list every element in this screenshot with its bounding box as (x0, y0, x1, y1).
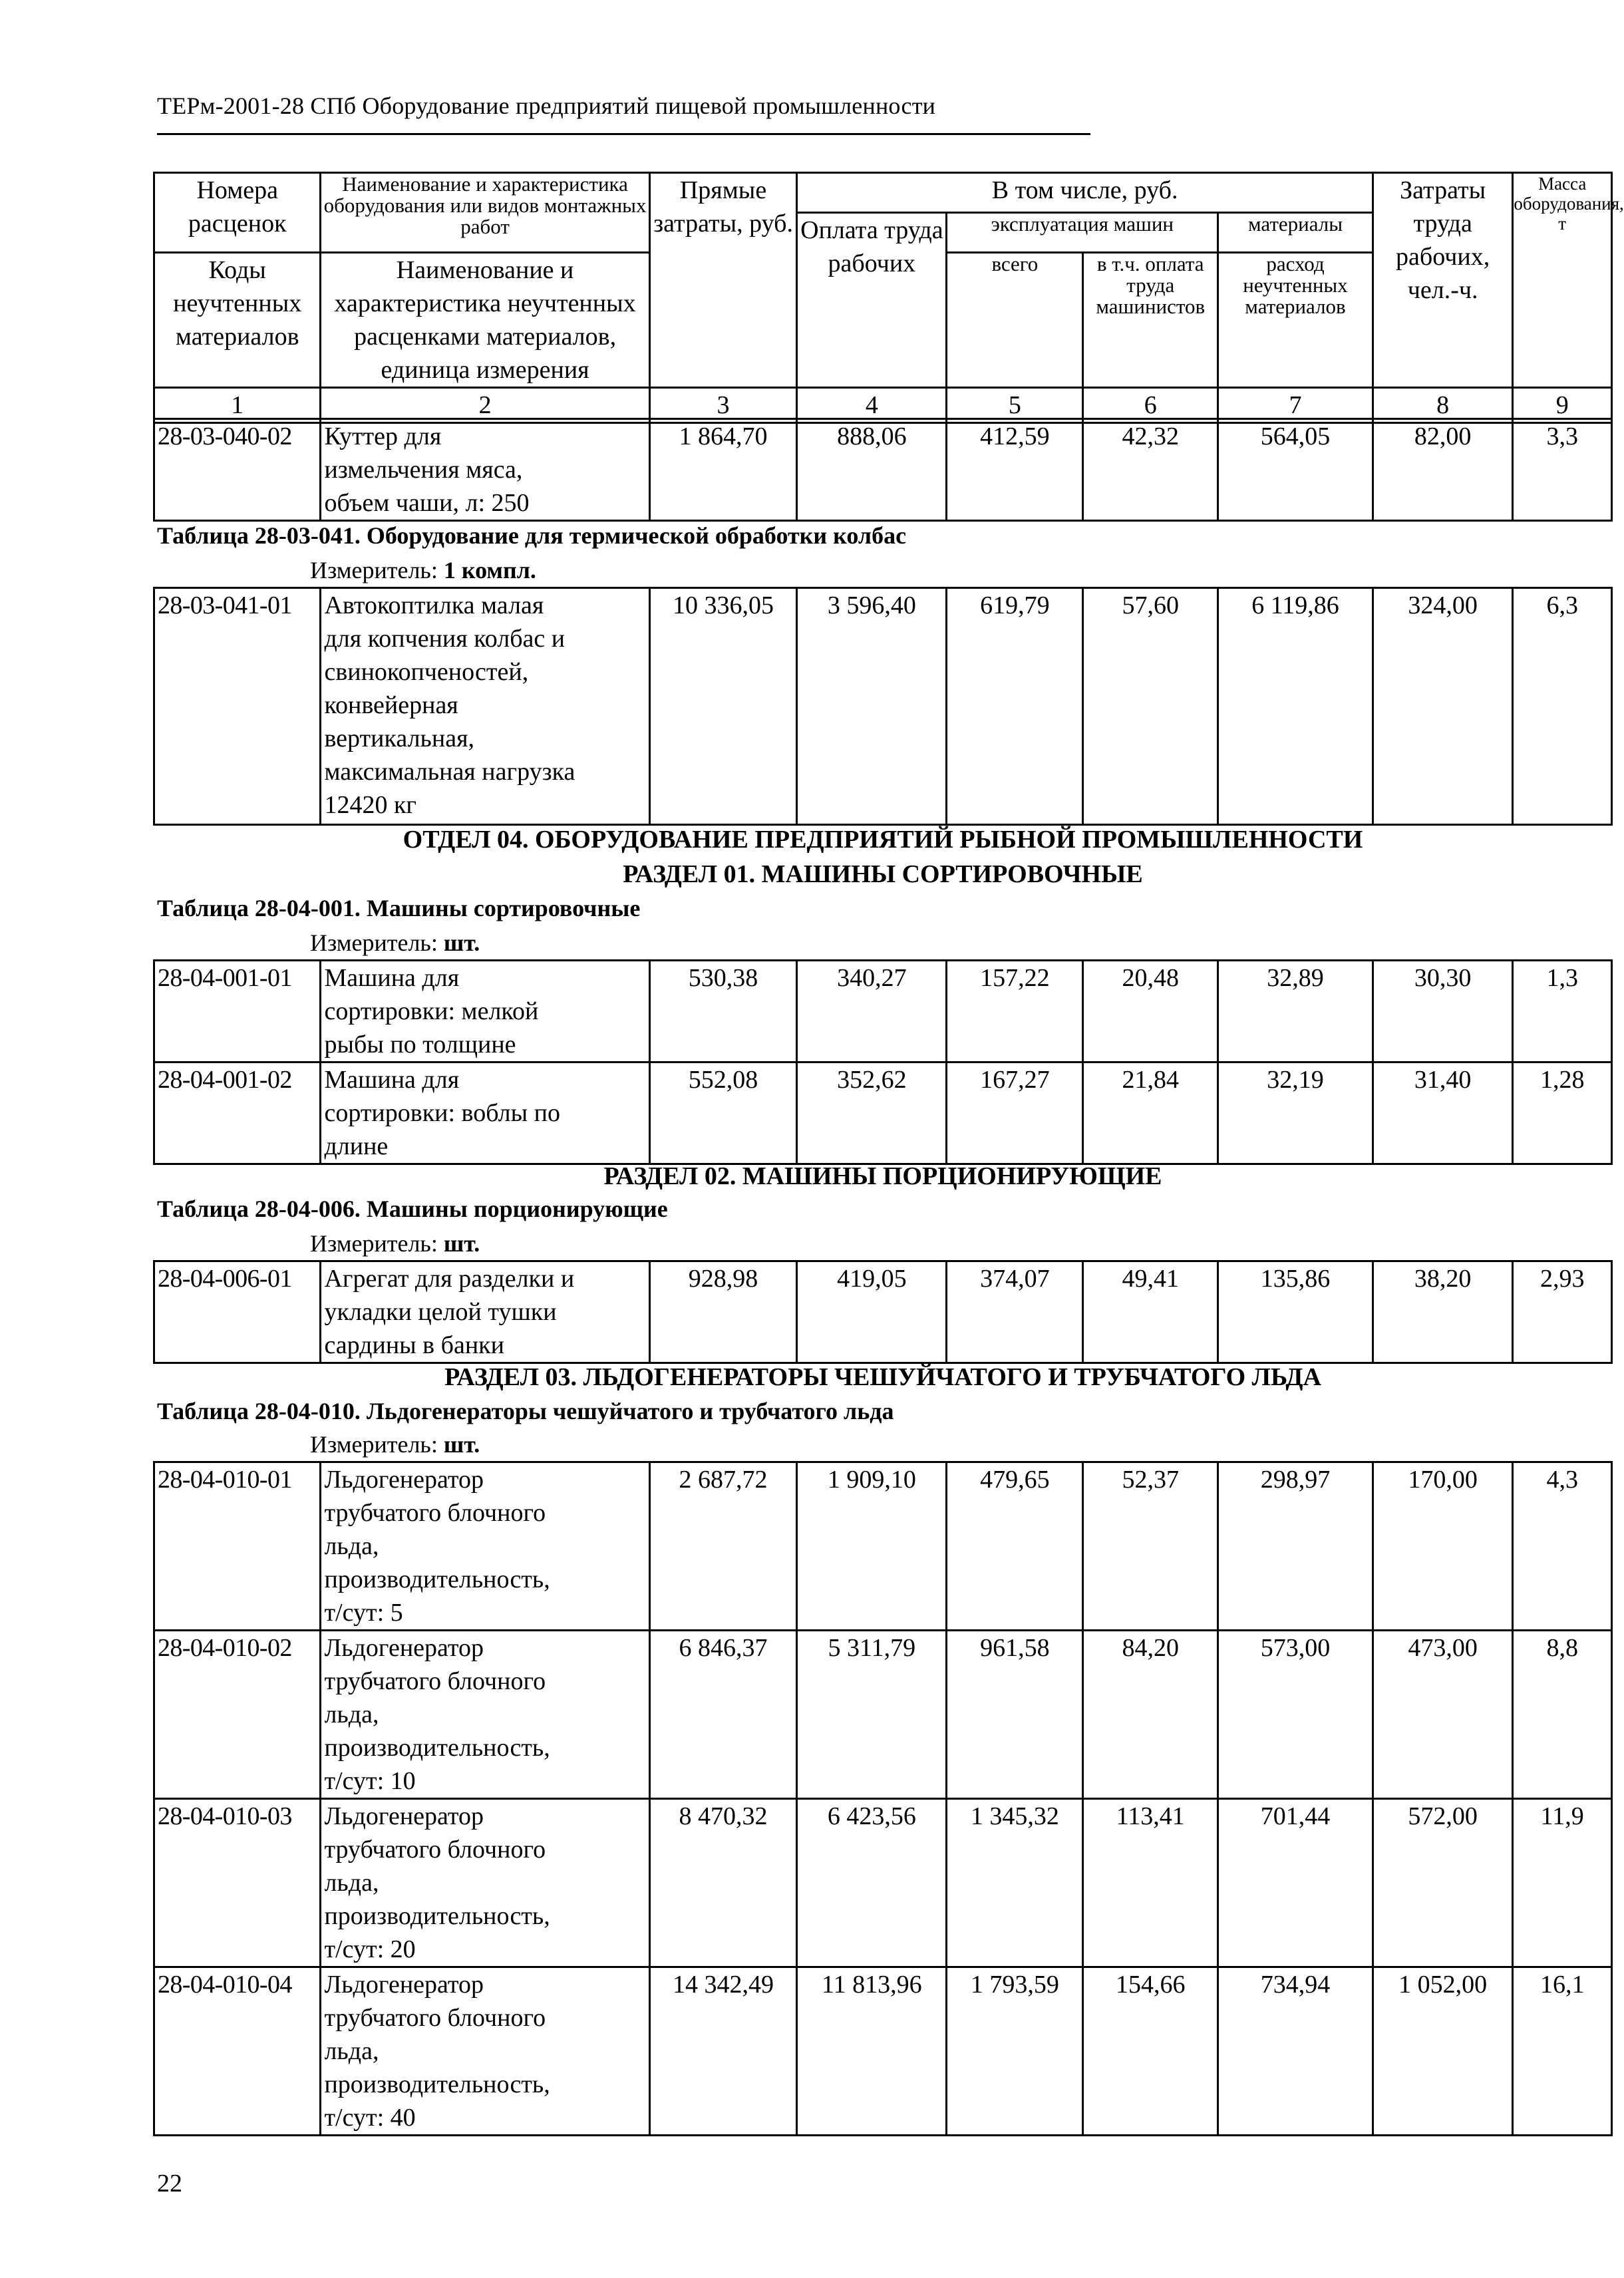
table-row: 28-04-010-04 Льдогенератор трубчатого блочного льда, производительность, т/сут: 40 14 342,49 11 813,96 1 793,59 154,66 734,94 1 052,00 16,1 (154, 1967, 1612, 2136)
col-labor-hours: Затраты труда рабочих, чел.-ч. (1373, 173, 1513, 388)
table-title-28-04-010: Таблица 28-04-010. Льдогенераторы чешуйчатого и трубчатого льда (157, 1398, 894, 1424)
table-row: 28-03-040-02 Куттер для измельчения мяса, объем чаши, л: 250 1 864,70 888,06 412,59 42,32 564,05 82,00 3,3 (154, 419, 1612, 521)
table-row: 28-04-010-01 Льдогенератор трубчатого блочного льда, производительность, т/сут: 5 2 687,72 1 909,10 479,65 52,37 298,97 170,00 4,3 (154, 1462, 1612, 1631)
col-material-name: Наименование и характеристика неучтенных расценками материалов, единица измерения (321, 253, 649, 388)
section-title-razdel-02: РАЗДЕЛ 02. МАШИНЫ ПОРЦИОНИРУЮЩИЕ (603, 1162, 1162, 1190)
table-28-03-041 (153, 587, 1613, 826)
header-rule (157, 133, 1090, 135)
col-direct-costs: Прямые затраты, руб. (649, 173, 797, 388)
col-rate-number: Номера расценок (154, 173, 321, 253)
table-row: 28-04-001-01 Машина для сортировки: мелкой рыбы по толщине 530,38 340,27 157,22 20,48 32,89 30,30 1,3 (154, 961, 1612, 1062)
page-header: ТЕРм-2001-28 СПб Оборудование предприятий пищевой промышленности (157, 92, 936, 119)
column-header-table (153, 172, 1624, 424)
section-title-razdel-03: РАЗДЕЛ 03. ЛЬДОГЕНЕРАТОРЫ ЧЕШУЙЧАТОГО И ТРУБЧАТОГО ЛЬДА (444, 1363, 1321, 1391)
col-material-usage: расход неучтенных материалов (1218, 253, 1373, 388)
unit-line: Измеритель: 1 компл. (310, 557, 536, 583)
section-title-otdel-04: ОТДЕЛ 04. ОБОРУДОВАНИЕ ПРЕДПРИЯТИЙ РЫБНОЙ ПРОМЫШЛЕННОСТИ (403, 826, 1363, 854)
table-28-04-010 (153, 1461, 1613, 2136)
col-machinists-pay: в т.ч. оплата труда машинистов (1083, 253, 1218, 388)
table-row: 28-04-006-01 Агрегат для разделки и укладки целой тушки сардины в банки 928,98 419,05 374,07 49,41 135,86 38,20 2,93 (154, 1261, 1612, 1363)
unit-line: Измеритель: шт. (310, 1230, 480, 1257)
col-labor-pay: Оплата труда рабочих (797, 213, 947, 388)
page-number: 22 (157, 2170, 182, 2197)
column-numbers-row: 1 2 3 4 5 6 7 8 9 (154, 388, 1612, 423)
col-material-codes: Коды неучтенных материалов (154, 253, 321, 388)
col-name: Наименование и характеристика оборудования или видов монтажных работ (321, 173, 649, 253)
table-28-04-001 (153, 959, 1613, 1165)
col-machines-total: всего (947, 253, 1083, 388)
col-including: В том числе, руб. (797, 173, 1373, 213)
unit-line: Измеритель: шт. (310, 929, 480, 956)
unit-line: Измеритель: шт. (310, 1431, 480, 1458)
col-materials: материалы (1218, 213, 1373, 253)
table-28-03-040 (153, 418, 1613, 522)
table-row: 28-04-010-02 Льдогенератор трубчатого блочного льда, производительность, т/сут: 10 6 846,37 5 311,79 961,58 84,20 573,00 473,00 8,8 (154, 1631, 1612, 1799)
table-row: 28-03-041-01 Автокоптилка малая для копчения колбас и свинокопченостей, конвейерная вертикальная, максимальная нагрузка 12420 кг 10 336,05 3 596,40 619,79 57,60 6 119,86 324,00 6,3 (154, 588, 1612, 825)
col-mass: Масса оборудования, т (1513, 173, 1612, 388)
table-title-28-04-006: Таблица 28-04-006. Машины порционирующие (157, 1196, 668, 1222)
table-title-28-03-041: Таблица 28-03-041. Оборудование для термической обработки колбас (157, 522, 907, 549)
table-row: 28-04-010-03 Льдогенератор трубчатого блочного льда, производительность, т/сут: 20 8 470,32 6 423,56 1 345,32 113,41 701,44 572,00 11,9 (154, 1799, 1612, 1967)
col-machines: эксплуатация машин (947, 213, 1218, 253)
table-title-28-04-001: Таблица 28-04-001. Машины сортировочные (157, 895, 641, 921)
table-28-04-006 (153, 1260, 1613, 1364)
section-title-razdel-01: РАЗДЕЛ 01. МАШИНЫ СОРТИРОВОЧНЫЕ (623, 860, 1143, 888)
table-row: 28-04-001-02 Машина для сортировки: воблы по длине 552,08 352,62 167,27 21,84 32,19 31,40 1,28 (154, 1062, 1612, 1164)
